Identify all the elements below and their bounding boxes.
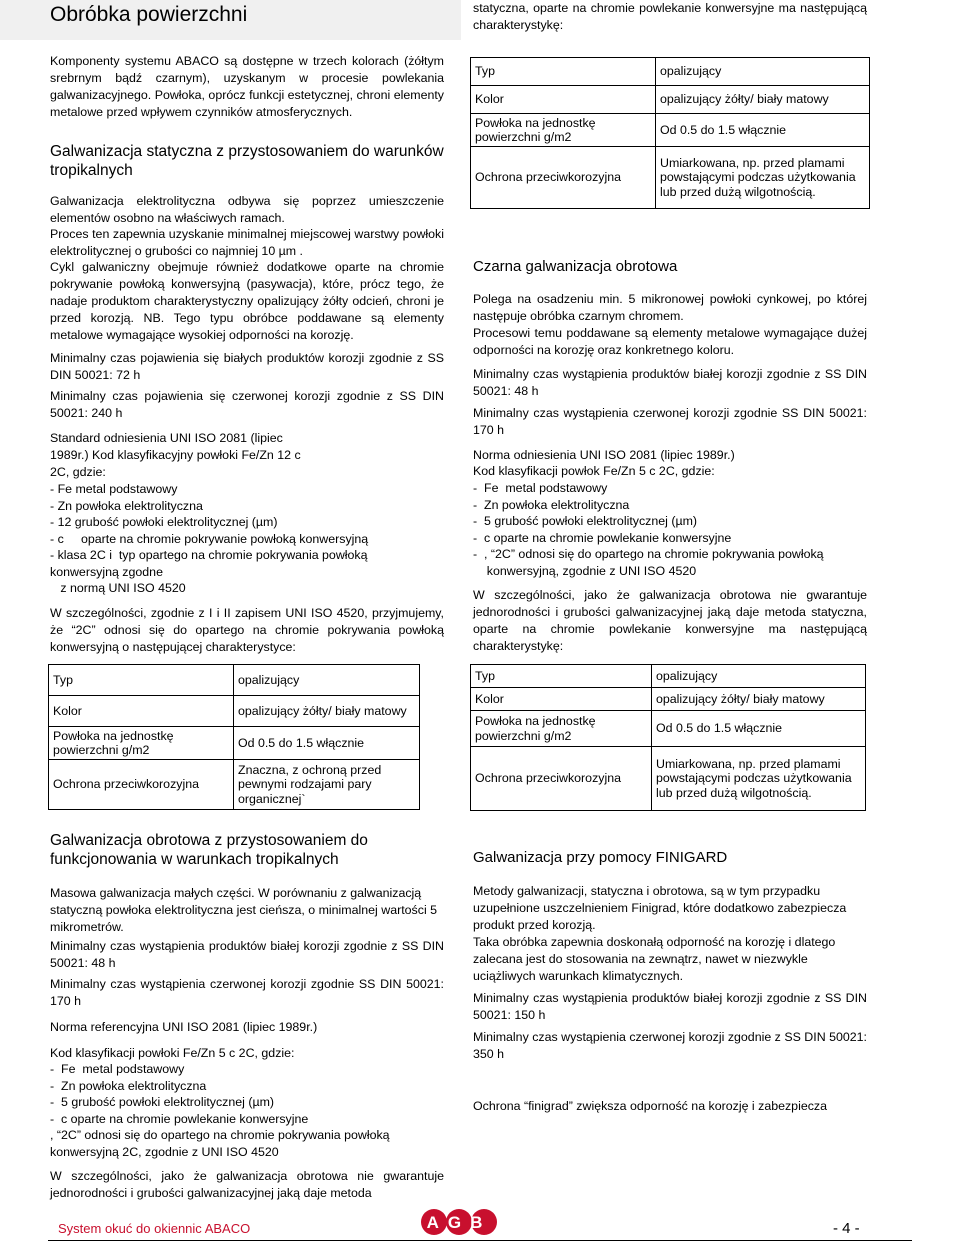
paragraph: Masowa galwanizacja małych części. W porównaniu z galwanizacją statyczną powłoka elektrolityczna jest cieńsza, o minimalnej wartości 5 mikrometrów. [50,886,438,934]
table-cell: Od 0.5 do 1.5 włącznie [652,711,866,747]
page-number: - 4 - [833,1220,860,1237]
table-cell: Znaczna, z ochroną przed pewnymi rodzajami pary organicznej` [234,760,420,810]
list-item: - c oparte na chromie pokrywanie powłoką konwersyjną [50,531,369,546]
paragraph: W szczególności, jako że galwanizacja obrotowa nie gwarantuje jednorodności i grubości galwanizacyjnej jaką daje metoda statyczna, oparte na chromie powlekanie konwersyjne ma następującą charakterystykę: [473,588,867,653]
intro-paragraph: Komponenty systemu ABACO są dostępne w trzech kolorach (żółtym srebrnym bądź czarnym), uzyskanym w procesie powlekania galwanizacyjnego. Powłoka, oprócz funkcji estetycznej, chroni elementy metalowe przed wpływem czynników atmosferycznych. [50,54,444,119]
table-cell: opalizujący [652,665,866,688]
paragraph: Minimalny czas wystąpienia czerwonej korozji zgodnie SS DIN 50021: 170 h [473,406,867,437]
paragraph: Minimalny czas wystąpienia czerwonej korozji zgodnie SS DIN 50021: 170 h [50,977,444,1008]
list-item: - Fe metal podstawowy [50,1062,185,1076]
list-item: - Zn powłoka elektrolityczna [50,1078,207,1093]
paragraph: Minimalny czas wystąpienia czerwonej korozji zgodnie z SS DIN 50021: 350 h [473,1030,867,1061]
spec-table-black [470,664,866,811]
spec-table-static [48,664,420,810]
definition-list [50,481,444,597]
section-heading-static: Galwanizacja statyczna z przystosowaniem do warunków tropikalnych [50,143,444,179]
list-item: z normą UNI ISO 4520 [50,581,186,595]
paragraph: Cykl galwaniczny obejmuje również dodatkowe oparte na chromie pokrywanie powłoką konwersyjną (pasywacja), które, prócz tego, że nadaje produktom charakterystyczny opalizujący żółty odcień, chroni je przed korozją. NB. Tego typu obróbce poddawane są elementy metalowe wymagające wysokiej odporności na korozję. [50,260,444,342]
footer-product-name: System okuć do okiennic ABACO [58,1221,251,1236]
list-item: - 5 grubość powłoki elektrolitycznej (µm) [473,514,698,528]
list-item: konwersyjną, zgodnie z UNI ISO 4520 [473,563,697,578]
paragraph: Minimalny czas pojawienia się białych produktów korozji zgodnie z SS DIN 50021: 72 h [50,351,444,382]
paragraph: W szczególności, zgodnie z I i II zapisem UNI ISO 4520, przyjmujemy, że “2C” odnosi się do opartego na chromie pokrywania powłoką konwersyjną o następującej charakterystyce: [50,606,444,654]
paragraph: Minimalny czas wystąpienia produktów białej korozji zgodnie z SS DIN 50021: 48 h [50,939,444,970]
table-cell: Powłoka na jednostkę powierzchni g/m2 [49,727,234,760]
table-cell: Kolor [471,688,652,711]
table-cell: Typ [49,665,234,696]
table-cell: Od 0.5 do 1.5 włącznie [234,727,420,760]
table-cell: opalizujący [656,58,870,86]
table-cell: opalizujący żółty/ biały matowy [652,688,866,711]
logo-text: AGB [426,1213,492,1232]
table-cell: Umiarkowana, np. przed plamami powstającymi podczas użytkowania lub przed dużą wilgotnością. [652,747,866,811]
list-item: - Zn powłoka elektrolityczna [473,497,630,512]
list-item: - c oparte na chromie powlekanie konwersyjne [473,530,732,545]
table-cell: Od 0.5 do 1.5 włącznie [656,114,870,147]
paragraph: W szczególności, jako że galwanizacja obrotowa nie gwarantuje jednorodności i grubości galwanizacyjnej jaką daje metoda [50,1169,444,1200]
paragraph: Metody galwanizacji, statyczna i obrotowa, są w tym przypadku uzupełnione uszczelnieniem Finigrad, które dodatkowo zabezpiecza produkt przed korozją. [473,884,847,932]
list-item: - 5 grubość powłoki elektrolitycznej (µm) [50,1095,275,1109]
definition-list [50,1061,450,1160]
table-cell: opalizujący żółty/ biały matowy [234,696,420,727]
text-line: 1989r.) Kod klasyfikacyjny powłoki Fe/Zn 12 c [50,448,301,462]
section-heading-rotary: Galwanizacja obrotowa z przystosowaniem do funkcjonowania w warunkach tropikalnych [50,832,368,868]
spec-table-rotary [470,57,870,209]
text-line: 2C, gdzie: [50,465,106,479]
list-item: konwersyjną 2C, zgodnie z UNI ISO 4520 [50,1144,279,1159]
text-line: Norma referencyjna UNI ISO 2081 (lipiec 1989r.) [50,1020,318,1034]
table-cell: Typ [471,665,652,688]
list-item: - klasa 2C i typ opartego na chromie pokrywania powłoką [50,548,368,562]
table-cell: Ochrona przeciwkorozyjna [471,747,652,811]
list-item: konwersyjną zgodne [50,564,163,579]
paragraph: Taka obróbka zapewnia doskonałą odporność na korozję i dlatego zalecana jest do stosowania na zewnątrz, nawet w niezwykle uciążliwych warunkach klimatycznych. [473,935,836,983]
paragraph: Proces ten zapewnia uzyskanie minimalnej miejscowej warstwy powłoki elektrolitycznej o grubości co najmniej 10 µm . [50,227,444,258]
table-cell: opalizujący żółty/ biały matowy [656,86,870,114]
paragraph: Minimalny czas wystąpienia produktów białej korozji zgodnie z SS DIN 50021: 150 h [473,991,867,1022]
table-cell: Powłoka na jednostkę powierzchni g/m2 [471,711,652,747]
section-heading-black: Czarna galwanizacja obrotowa [473,258,678,275]
table-cell: opalizujący [234,665,420,696]
text-line: Kod klasyfikacji powłoki Fe/Zn 5 c 2C, gdzie: [50,1046,295,1060]
paragraph: Minimalny czas wystąpienia produktów białej korozji zgodnie z SS DIN 50021: 48 h [473,367,867,398]
list-item: - Fe metal podstawowy [50,482,178,496]
text-line: Kod klasyfikacji powłok Fe/Zn 5 c 2C, gdzie: [473,464,715,478]
list-item: - c oparte na chromie powlekanie konwersyjne [50,1111,309,1126]
table-cell: Umiarkowana, np. przed plamami powstającymi podczas użytkowania lub przed dużą wilgotnością. [656,147,870,209]
paragraph: Polega na osadzeniu min. 5 mikronowej powłoki cynkowej, po której następuje obróbka czarnym chromem. [473,292,867,323]
table-cell: Typ [471,58,656,86]
table-cell: Kolor [49,696,234,727]
list-item: - Zn powłoka elektrolityczna [50,498,203,513]
paragraph: Procesowi temu poddawane są elementy metalowe wymagające dużej odporności na korozję oraz konkretnego koloru. [473,326,867,357]
text-line: Norma odniesienia UNI ISO 2081 (lipiec 1989r.) [473,448,735,462]
text-line: Standard odniesienia UNI ISO 2081 (lipiec [50,431,283,445]
list-item: - Fe metal podstawowy [473,481,608,495]
section-heading-finigard: Galwanizacja przy pomocy FINIGARD [473,849,728,866]
paragraph: statyczna, oparte na chromie powlekanie konwersyjne ma następującą charakterystykę: [473,1,867,32]
list-item: - 12 grubość powłoki elektrolitycznej (µm) [50,515,278,529]
list-item: , “2C” odnosi się do opartego na chromie pokrywania powłoką [50,1128,390,1142]
page-title: Obróbka powierzchni [50,3,248,26]
table-cell: Ochrona przeciwkorozyjna [471,147,656,209]
definition-list [473,480,873,579]
list-item: - , “2C” odnosi się do opartego na chromie pokrywania powłoką [473,547,824,561]
paragraph: Minimalny czas pojawienia się czerwonej korozji zgodnie z SS DIN 50021: 240 h [50,389,444,420]
table-cell: Kolor [471,86,656,114]
agb-logo [420,1208,498,1236]
table-cell: Powłoka na jednostkę powierzchni g/m2 [471,114,656,147]
paragraph: Ochrona “finigrad” zwiększa odporność na korozję i zabezpiecza [473,1099,827,1113]
footer-divider [48,1240,912,1241]
paragraph: Galwanizacja elektrolityczna odbywa się poprzez umieszczenie elementów osobno na właściwych ramach. [50,194,444,225]
table-cell: Ochrona przeciwkorozyjna [49,760,234,810]
